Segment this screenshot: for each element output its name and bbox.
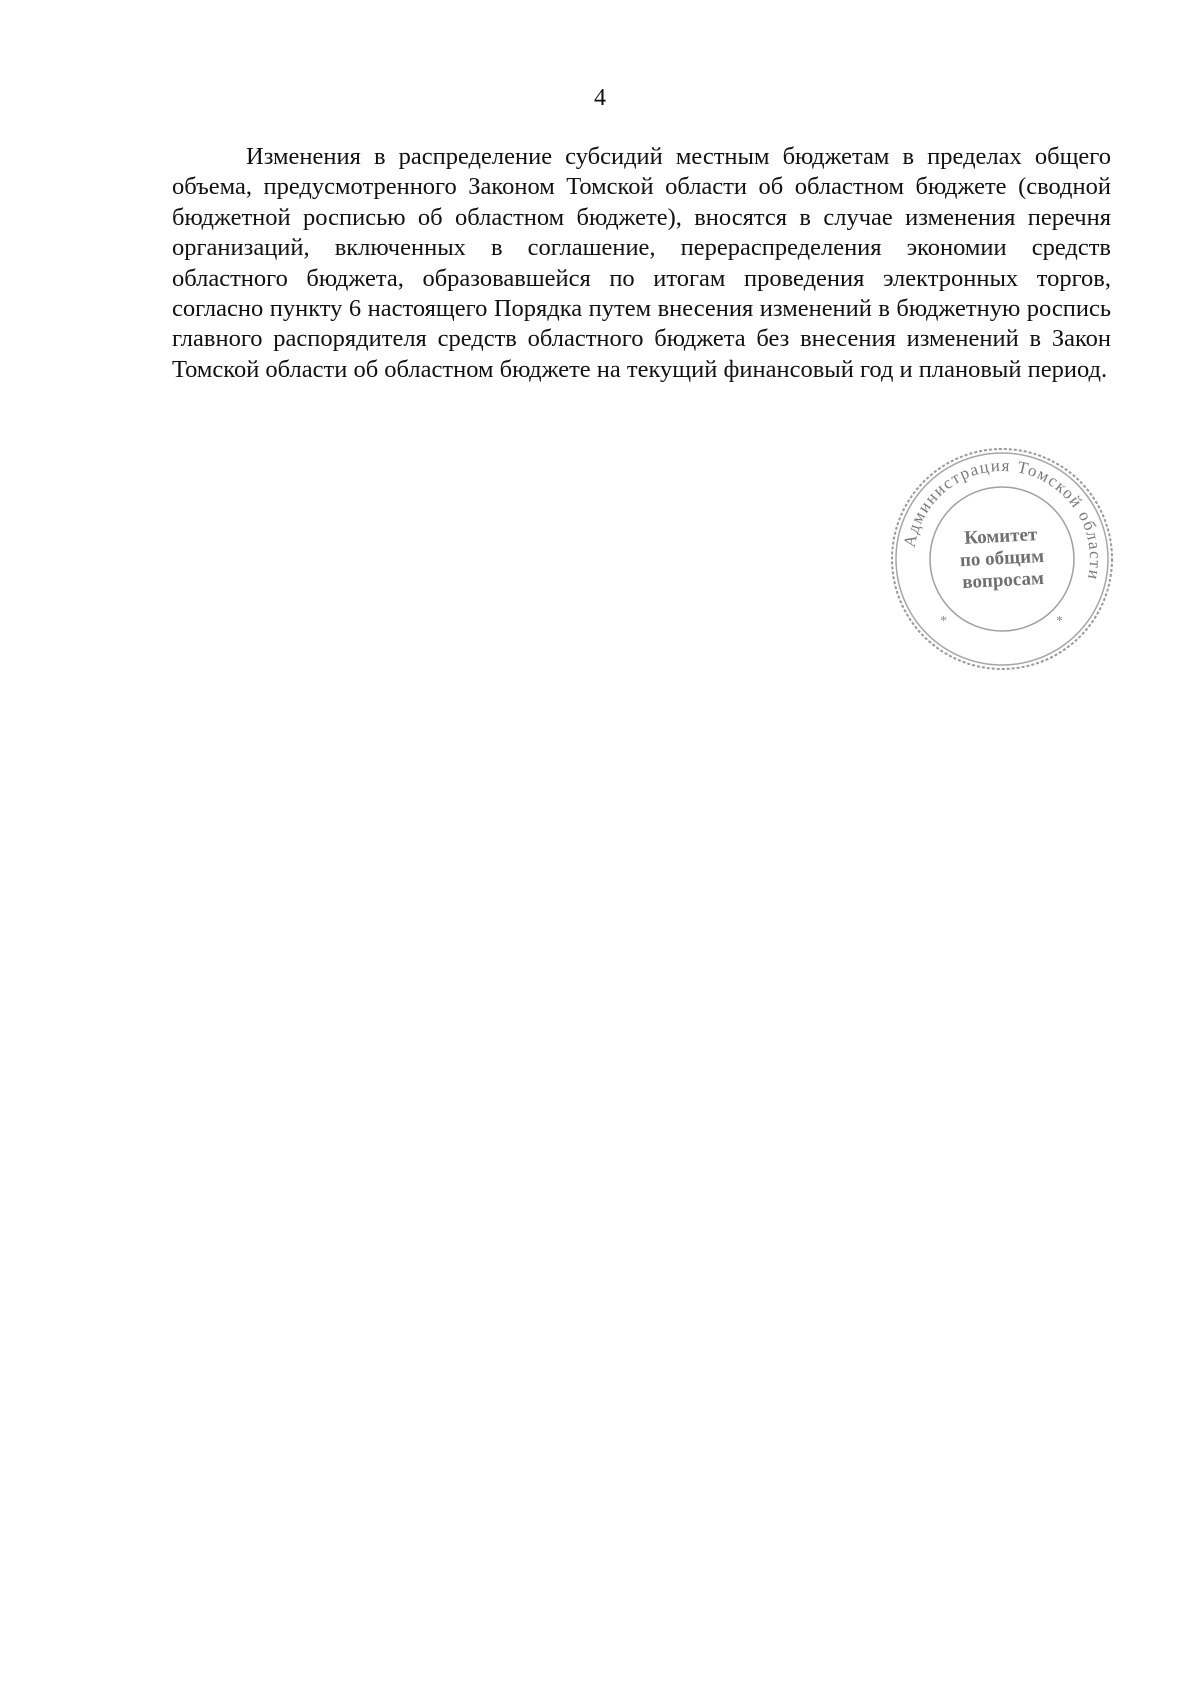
- stamp-line-3: вопросам: [961, 567, 1045, 594]
- page-number: 4: [594, 85, 606, 111]
- stamp-line-2: по общим: [959, 545, 1045, 572]
- stamp-line-1: Комитет: [963, 524, 1038, 549]
- stamp-star-right: *: [1056, 614, 1063, 629]
- stamp-star-left: *: [940, 614, 947, 629]
- official-stamp: [888, 445, 1116, 673]
- body-paragraph: Изменения в распределение субсидий местным бюджетам в пределах общего объема, предусмотренного Законом Томской области об областном бюджете (сводной бюджетной росписью об областном бюджете), вносятся в случае изменения перечня организаций, включенных в соглашение, перераспределения экономии средств областного бюджета, образовавшейся по итогам проведения электронных торгов, согласно пункту 6 настоящего Порядка путем внесения изменений в бюджетную роспись главного распорядителя средств областного бюджета без внесения изменений в Закон Томской области об областном бюджете на текущий финансовый год и плановый период.: [172, 143, 1111, 383]
- stamp-ring-text: Администрация Томской области: [899, 455, 1106, 583]
- stamp-center-text: [882, 439, 1122, 679]
